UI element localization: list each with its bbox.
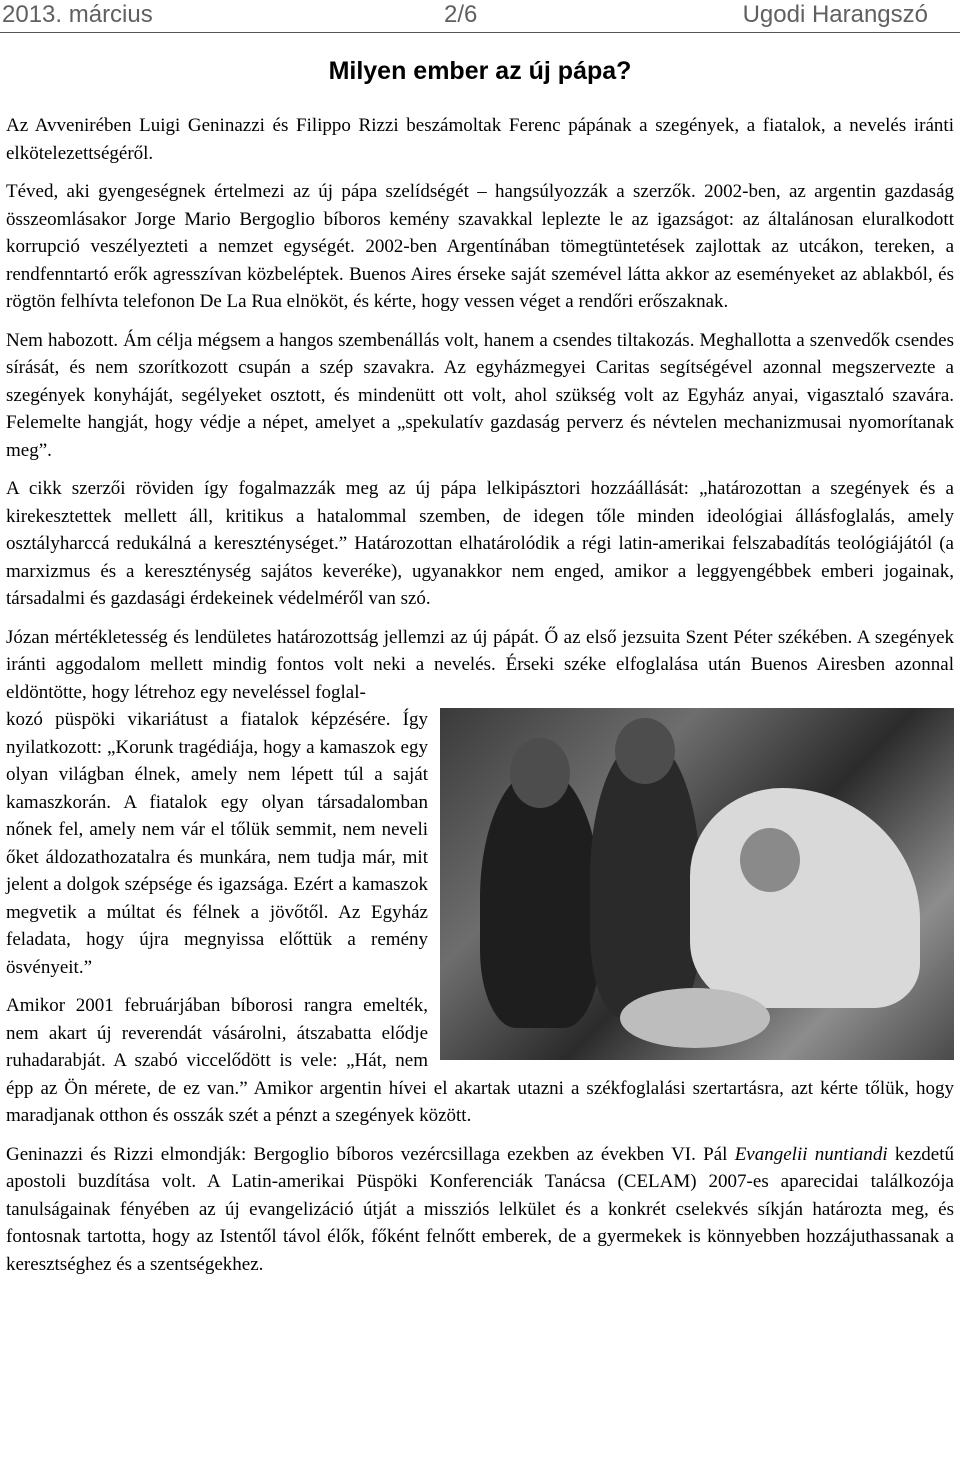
page-number: 2/6 xyxy=(444,1,478,28)
paragraph-education-intro: Józan mértékletesség és lendületes határozottság jellemzi az új pápát. Ő az első jezsuita Szent Péter székében. A szegények iránti aggodalom mellett mindig fontos volt neki a nevelés. Érseki széke elfoglalása után Buenos Airesben azonnal eldöntötte, hogy létrehoz egy neveléssel foglal- xyxy=(6,626,954,703)
paragraph-intro: Az Avvenirében Luigi Geninazzi és Filippo Rizzi beszámoltak Ferenc pápának a szegények, a fiatalok, a nevelés iránti elkötelezettségéről. xyxy=(6,115,954,164)
paragraph-pastoral-approach: A cikk szerzői röviden így fogalmazzák meg az új pápa lelkipásztori hozzáállását: „határozottan a szegények és a kirekesztettek mellett áll, kritikus a hatalommal szemben, de idegen tőle minden ideológiai állásfoglalás, amely osztályharccá redukálná a kereszténységet.” Határozottan elhatárolódik a régi latin-amerikai felszabadítás teológiájától (a marxizmus és a kereszténység sajátos keveréke), ugyanakkor nem enged, amikor a leggyengébbek emberi jogainak, társadalmi és gazdasági érdekeinek védelméről van szó. xyxy=(6,478,954,609)
paragraph-evangelization: Geninazzi és Rizzi elmondják: Bergoglio bíboros vezércsillaga ezekben az években VI. Pál Evangelii nuntiandi kezdetű apostoli buzdítása volt. A Latin-amerikai Püspöki Konferenciák Tanácsa (CELAM) 2007-es aparecidai találkozója tanulságainak fényében az új evangelizáció útját a missziós lelkület és a konkrét cselekvés síkján határozta meg, és fontosnak tartotta, hogy az Istentől távol élők, főként felnőtt emberek, de a gyermekek is könnyebben hozzájuthassanak a keresztséghez és a szentségekhez. xyxy=(6,1143,954,1275)
page-header xyxy=(0,0,960,30)
header-divider xyxy=(0,32,960,33)
issue-date: 2013. március xyxy=(2,1,153,28)
publication-name: Ugodi Harangszó xyxy=(742,1,928,28)
article-title: Milyen ember az új pápa? xyxy=(328,57,632,85)
document-title: Evangelii nuntiandi xyxy=(734,1143,888,1165)
paragraph-cardinal: Amikor 2001 februárjában bíborosi rangra emelték, nem akart új reverendát vásárolni, átszabatta elődje ruhadarabját. A szabó viccelődött is vele: „Hát, nem épp az Ön mérete, de ez van.” Amikor argentin hívei el akartak utazni a székfoglalási szertartásra, azt kérte tőlük, hogy maradjanak otthon és osszák szét a pénzt a szegények között. xyxy=(6,995,954,1126)
foot-washing-photo xyxy=(440,708,954,1060)
paragraph-caritas: Nem habozott. Ám célja mégsem a hangos szembenállás volt, hanem a csendes tiltakozás. Meghallotta a szenvedők csendes sírását, és nem szorítkozott csupán a szép szavakra. Az egyházmegyei Caritas segítségével azonnal megszervezte a szegények konyháját, segélyeket osztott, és mindenütt ott volt, ahol szükség volt az Egyház anyai, vigasztaló szavára. Felemelte hangját, hogy védje a népet, amelyet a „spekulatív gazdaság perverz és névtelen mechanizmusai nyomorítanak meg”. xyxy=(6,329,954,461)
paragraph-2002: Téved, aki gyengeségnek értelmezi az új pápa szelídségét – hangsúlyozzák a szerzők. 2002-ben, az argentin gazdaság összeomlásakor Jorge Mario Bergoglio bíboros kemény szavakkal leplezte le az igazságot: az általánosan eluralkodott korrupció veszélyezteti a nemzet egységét. 2002-ben Argentínában tömegtüntetések zajlottak az utcákon, tereken, a rendfenntartó erők agresszívan közbeléptek. Buenos Aires érseke saját szemével látta akkor az eseményeket az ablakból, és rögtön felhívta telefonon De La Rua elnököt, és kérte, hogy vessen véget a rendőri erőszaknak. xyxy=(6,181,954,312)
paragraph-youth-quote: kozó püspöki vikariátust a fiatalok képzésére. Így nyilatkozott: „Korunk tragédiája, hogy a kamaszok egy olyan világban élnek, amely nem lépett túl a saját kamaszkorán. A fiatalok egy olyan társadalomban nőnek fel, amely nem vár el tőlük semmit, nem neveli őket áldozathozatalra és munkára, nem tudja már, mit jelent a dolgok szépsége és igazsága. Ezért a kamaszok megvetik a múltat és félnek a jövőtől. Az Egyház feladata, hogy újra megnyissa előttük a remény ösvényeit.” xyxy=(6,709,428,978)
article-body xyxy=(6,112,954,1289)
